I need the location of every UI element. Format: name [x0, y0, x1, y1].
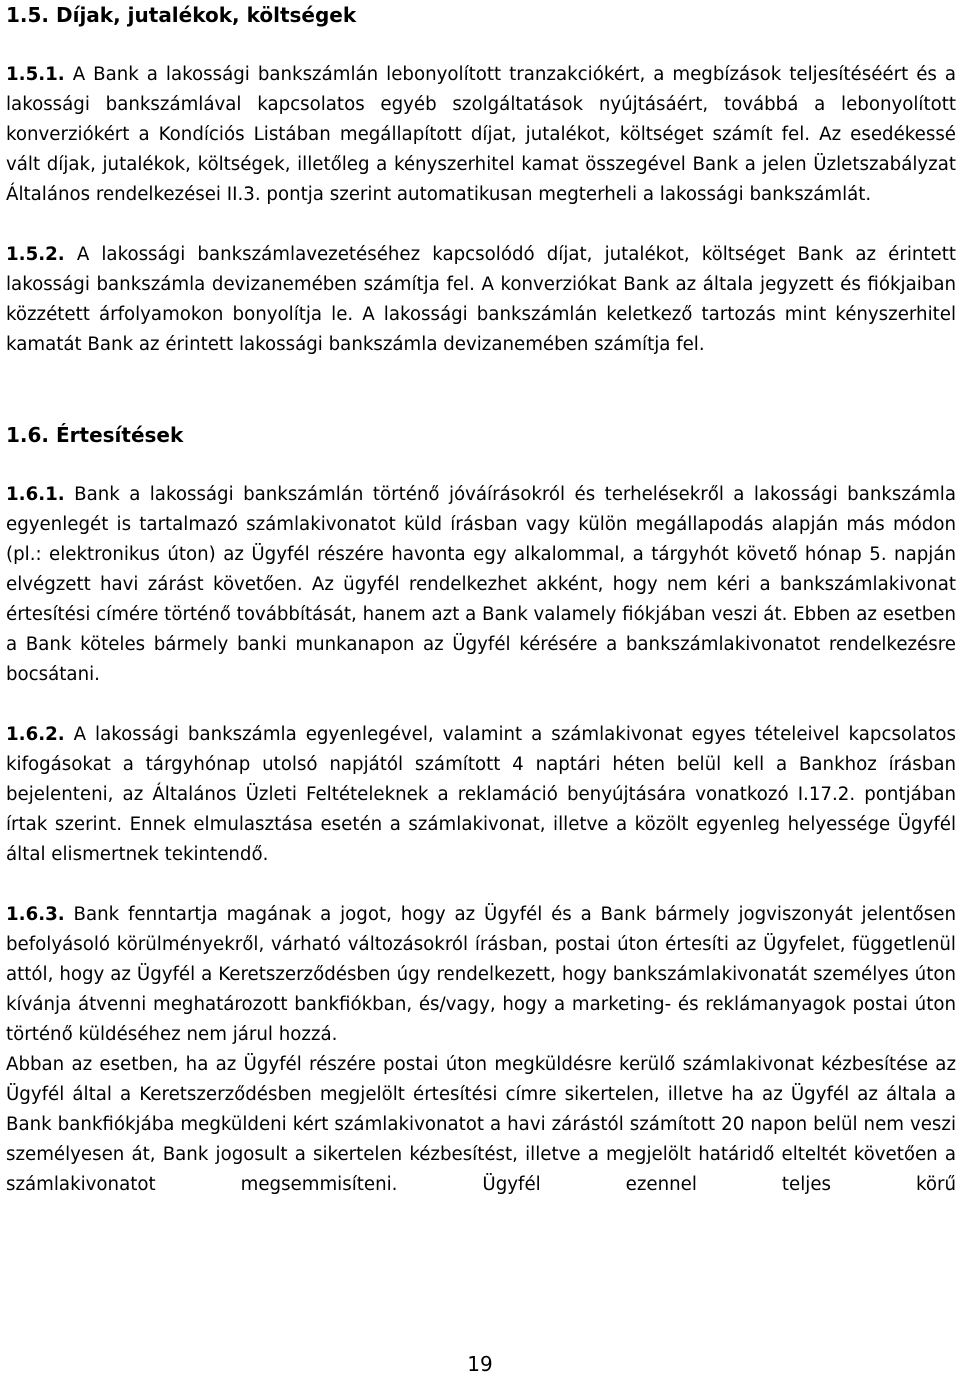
- paragraph-1-6-1: [6, 480, 956, 690]
- paragraph-text: A Bank a lakossági bankszámlán lebonyolított tranzakciókért, a megbízások teljesítéséért és a lakossági bankszámlával kapcsolatos egyéb szolgáltatások nyújtásáért, továbbá a lebonyolított konverziókért a Kondíciós Listában megállapított díjat, jutalékot, költséget számít fel. Az esedékessé vált díjak, jutalékok, költségek, illetőleg a kényszerhitel kamat összegével Bank a jelen Üzletszabályzat Általános rendelkezései II.3. pontja szerint automatikusan megterheli a lakossági bankszámlát.: [6, 64, 956, 205]
- paragraph-number: 1.6.1.: [6, 484, 65, 505]
- paragraph-number: 1.5.2.: [6, 244, 65, 265]
- paragraph-number: 1.6.2.: [6, 724, 65, 745]
- paragraph-text: Bank fenntartja magának a jogot, hogy az Ügyfél és a Bank bármely jogviszonyát jelentősen befolyásoló körülményekről, várható változásokról írásban, postai úton értesíti az Ügyfelet, függetlenül attól, hogy az Ügyfél a Keretszerződésben úgy rendelkezett, hogy bankszámlakivonatát személyes úton kívánja átvenni meghatározott bankfiókban, és/vagy, hogy a marketing- és reklámanyagok postai úton történő küldéséhez nem járul hozzá.: [6, 904, 956, 1045]
- paragraph-1-6-2: [6, 720, 956, 870]
- section-heading-1-5: 1.5. Díjak, jutalékok, költségek: [6, 3, 357, 27]
- paragraph-1-5-1: [6, 60, 956, 210]
- paragraph-text: Bank a lakossági bankszámlán történő jóváírásokról és terhelésekről a lakossági bankszámla egyenlegét is tartalmazó számlakivonatot küld írásban vagy külön megállapodás alapján más módon (pl.: elektronikus úton) az Ügyfél részére havonta egy alkalommal, a tárgyhót követő hónap 5. napján elvégzett havi zárást követően. Az ügyfél rendelkezhet akként, hogy nem kéri a bankszámlakivonat értesítési címére történő továbbítását, hanem azt a Bank valamely fiókjában veszi át. Ebben az esetben a Bank köteles bármely banki munkanapon az Ügyfél kérésére a bankszámlakivonatot rendelkezésre bocsátani.: [6, 484, 956, 685]
- paragraph-1-6-3: [6, 900, 956, 1050]
- paragraph-number: 1.6.3.: [6, 904, 65, 925]
- paragraph-text: A lakossági bankszámla egyenlegével, valamint a számlakivonat egyes tételeivel kapcsolatos kifogásokat a tárgyhónap utolsó napjától számított 4 naptári héten belül kell a Bankhoz írásban bejelenteni, az Általános Üzleti Feltételeknek a reklamáció benyújtására vonatkozó I.17.2. pontjában írtak szerint. Ennek elmulasztása esetén a számlakivonat, illetve a közölt egyenleg helyessége Ügyfél által elismertnek tekintendő.: [6, 724, 956, 865]
- paragraph-1-6-3-continued: Abban az esetben, ha az Ügyfél részére postai úton megküldésre kerülő számlakivonat kézbesítése az Ügyfél által a Keretszerződésben megjelölt értesítési címre sikertelen, illetve ha az Ügyfél az általa a Bank bankfiókjába megküldeni kért számlakivonatot a havi zárástól számított 20 napon belül nem veszi személyesen át, Bank jogosult a sikertelen kézbesítést, illetve a megjelölt határidő elteltét követően a számlakivonatot megsemmisíteni. Ügyfél ezennel teljes körű: [6, 1054, 956, 1195]
- paragraph-text: A lakossági bankszámlavezetéséhez kapcsolódó díjat, jutalékot, költséget Bank az érintett lakossági bankszámla devizanemében számítja fel. A konverziókat Bank az általa jegyzett és fiókjaiban közzétett árfolyamokon bonyolítja le. A lakossági bankszámlán keletkező tartozás mint kényszerhitel kamatát Bank az érintett lakossági bankszámla devizanemében számítja fel.: [6, 244, 956, 355]
- page-number: 19: [467, 1352, 493, 1376]
- paragraph-number: 1.5.1.: [6, 64, 65, 85]
- document-page: [6, 0, 956, 1200]
- paragraph-1-5-2: [6, 240, 956, 360]
- section-heading-1-6: 1.6. Értesítések: [6, 423, 184, 447]
